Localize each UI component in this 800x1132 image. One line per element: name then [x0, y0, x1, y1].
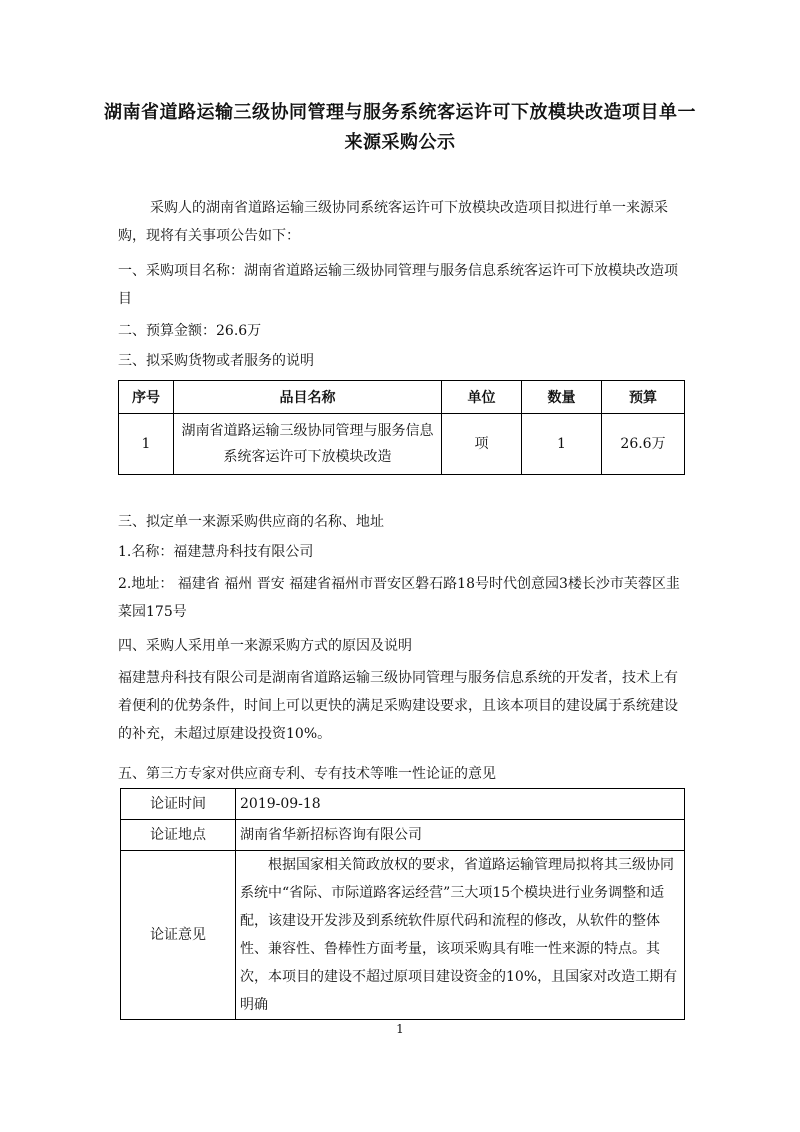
col-header-qty: 数量 [522, 381, 602, 414]
section-reason-heading: 四、采购人采用单一来源采购方式的原因及说明 [118, 638, 412, 654]
col-header-budget: 预算 [602, 381, 685, 414]
place-value: 湖南省华新招标咨询有限公司 [236, 820, 685, 851]
expert-opinion-table [120, 788, 685, 1020]
intro-paragraph: 采购人的湖南省道路运输三级协同系统客运许可下放模块改造项目拟进行单一来源采购，现将有关事项公告如下： [118, 200, 668, 244]
page-number: 1 [396, 1022, 404, 1036]
section-expert-heading: 五、第三方专家对供应商专利、专有技术等唯一性论证的意见 [118, 766, 496, 782]
col-header-index: 序号 [119, 381, 174, 414]
table-row [121, 851, 685, 1020]
table-row [121, 820, 685, 851]
opinion-value: 根据国家相关简政放权的要求，省道路运输管理局拟将其三级协同系统中“省际、市际道路客运经营”三大项15个模块进行业务调整和适配，该建设开发涉及到系统软件原代码和流程的修改，从软件的整体性、兼容性、鲁棒性方面考量，该项采购具有唯一性来源的特点。其次，本项目的建设不超过原项目建设资金的10%，且国家对改造工期有明确 [236, 851, 685, 1020]
cell-unit: 项 [442, 414, 522, 475]
document-title: 湖南省道路运输三级协同管理与服务系统客运许可下放模块改造项目单一来源采购公示 [104, 102, 696, 153]
table-row [119, 414, 685, 475]
time-value: 2019-09-18 [236, 789, 685, 820]
section-goods-heading: 三、拟采购货物或者服务的说明 [118, 353, 314, 369]
cell-budget: 26.6万 [602, 414, 685, 475]
cell-index: 1 [119, 414, 174, 475]
col-header-item: 品目名称 [174, 381, 442, 414]
opinion-label: 论证意见 [121, 851, 236, 1020]
supplier-address: 2.地址： 福建省 福州 晋安 福建省福州市晋安区磐石路18号时代创意园3楼长沙市芙蓉区韭菜园175号 [118, 576, 680, 620]
cell-item: 湖南省道路运输三级协同管理与服务信息系统客运许可下放模块改造 [174, 414, 442, 475]
place-label: 论证地点 [121, 820, 236, 851]
section-supplier-heading: 三、拟定单一来源采购供应商的名称、地址 [118, 514, 384, 530]
reason-paragraph: 福建慧舟科技有限公司是湖南省道路运输三级协同管理与服务信息系统的开发者，技术上有着便利的优势条件，时间上可以更快的满足采购建设要求，且该本项目的建设属于系统建设的补充，未超过原建设投资10%。 [118, 670, 678, 742]
table-row [121, 789, 685, 820]
cell-qty: 1 [522, 414, 602, 475]
section-project-name: 一、采购项目名称：湖南省道路运输三级协同管理与服务信息系统客运许可下放模块改造项目 [118, 263, 678, 307]
goods-table [118, 380, 685, 475]
table-header-row [119, 381, 685, 414]
section-budget: 二、预算金额：26.6万 [118, 323, 262, 339]
col-header-unit: 单位 [442, 381, 522, 414]
time-label: 论证时间 [121, 789, 236, 820]
supplier-name: 1.名称：福建慧舟科技有限公司 [118, 544, 314, 560]
